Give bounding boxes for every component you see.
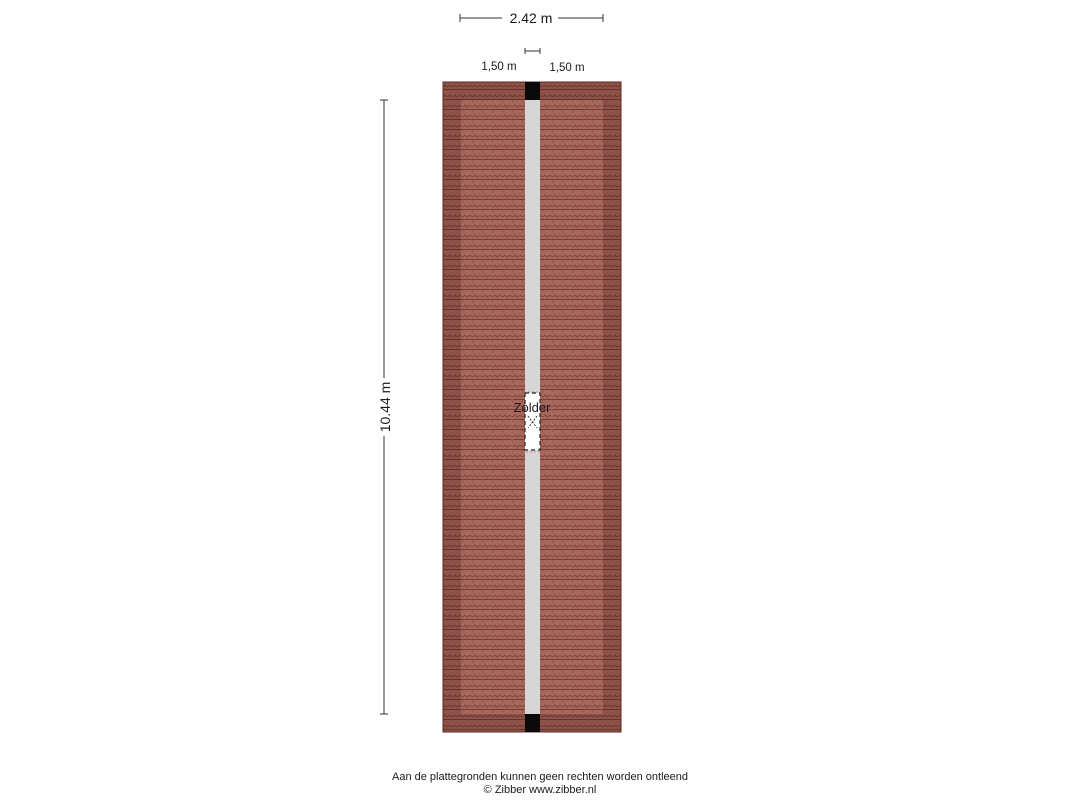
total-width-label: 2.42 m xyxy=(509,10,553,26)
chimney-bottom xyxy=(525,714,540,732)
width-dimension xyxy=(460,10,603,26)
copyright-text: © Zibber www.zibber.nl xyxy=(483,784,597,796)
footer xyxy=(0,771,1080,797)
ridge-dimension-tick xyxy=(525,48,540,54)
length-label: 10.44 m xyxy=(377,381,393,433)
room-label: Zolder xyxy=(513,400,551,415)
left-slope-width-label: 1,50 m xyxy=(481,61,517,73)
length-dimension xyxy=(377,100,393,714)
chimney-top xyxy=(525,82,540,100)
disclaimer-text: Aan de plattegronden kunnen geen rechten worden ontleend xyxy=(391,771,688,783)
right-slope-width-label: 1,50 m xyxy=(549,62,585,74)
